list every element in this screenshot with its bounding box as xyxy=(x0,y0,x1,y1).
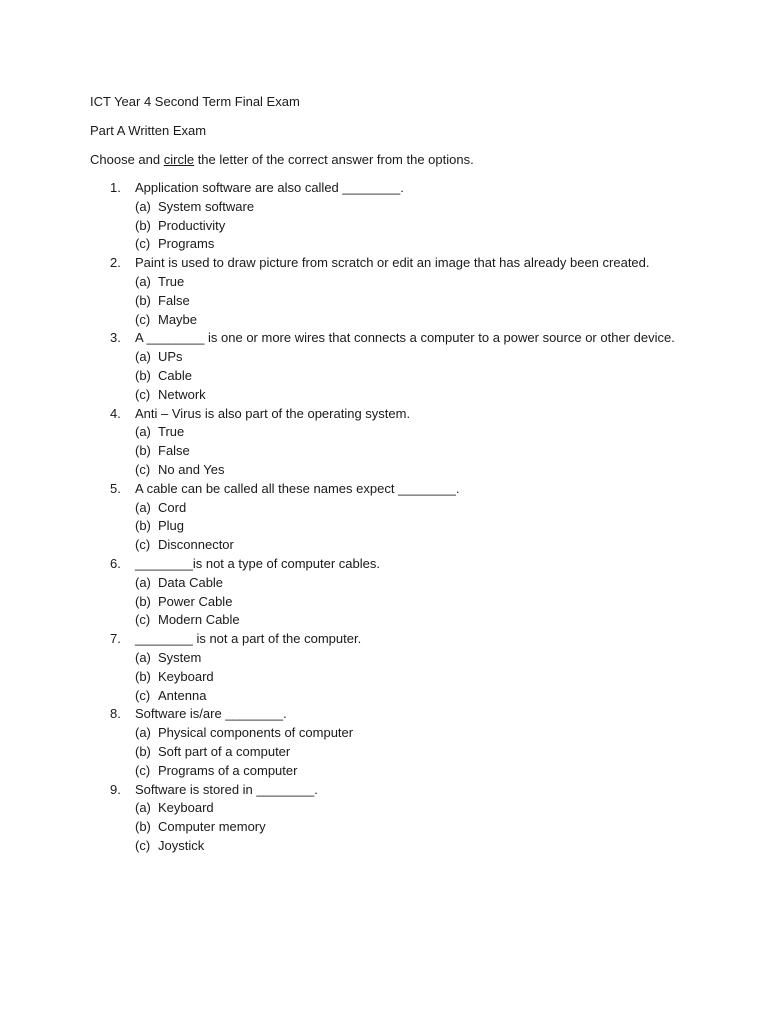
exam-title: ICT Year 4 Second Term Final Exam xyxy=(90,94,300,109)
option-letter: (a) xyxy=(135,574,151,590)
option-text: Programs xyxy=(158,236,215,252)
answer-option xyxy=(0,293,768,312)
question-item xyxy=(0,631,768,650)
option-letter: (a) xyxy=(135,349,151,365)
answer-option xyxy=(0,669,768,688)
option-text: Physical components of computer xyxy=(158,725,354,741)
option-letter: (b) xyxy=(135,743,151,759)
option-letter: (b) xyxy=(135,819,151,835)
option-text: Computer memory xyxy=(158,819,266,835)
option-text: Data Cable xyxy=(158,574,224,590)
option-text: Power Cable xyxy=(158,593,233,609)
option-text: Modern Cable xyxy=(158,612,240,628)
question-number: 9. xyxy=(110,781,121,797)
question-text: Paint is used to draw picture from scratch or edit an image that has already been created. xyxy=(135,255,650,271)
answer-option xyxy=(0,424,768,443)
option-letter: (c) xyxy=(135,612,151,628)
answer-option xyxy=(0,838,768,857)
option-letter: (a) xyxy=(135,424,151,440)
instruction-text xyxy=(90,152,474,168)
question-text: A ________ is one or more wires that connects a computer to a power source or other device. xyxy=(135,330,675,346)
answer-option xyxy=(0,236,768,255)
option-text: False xyxy=(158,292,190,308)
question-item xyxy=(0,330,768,349)
answer-option xyxy=(0,594,768,613)
option-letter: (a) xyxy=(135,649,151,665)
question-item xyxy=(0,706,768,725)
answer-option xyxy=(0,725,768,744)
option-letter: (c) xyxy=(135,837,151,853)
question-item xyxy=(0,180,768,199)
option-text: Joystick xyxy=(158,837,205,853)
option-text: Cable xyxy=(158,367,192,383)
question-number: 7. xyxy=(110,631,121,647)
answer-option xyxy=(0,537,768,556)
question-item xyxy=(0,255,768,274)
answer-option xyxy=(0,349,768,368)
answer-option xyxy=(0,274,768,293)
question-text: ________ is not a part of the computer. xyxy=(135,631,362,647)
option-letter: (c) xyxy=(135,762,151,778)
question-list xyxy=(0,180,768,857)
answer-option xyxy=(0,688,768,707)
question-number: 5. xyxy=(110,480,121,496)
instruction-before: Choose and xyxy=(90,152,164,167)
option-letter: (b) xyxy=(135,593,151,609)
part-heading: Part A Written Exam xyxy=(90,123,207,138)
option-letter: (b) xyxy=(135,292,151,308)
option-text: Keyboard xyxy=(158,800,214,816)
answer-option xyxy=(0,763,768,782)
answer-option xyxy=(0,387,768,406)
option-text: Disconnector xyxy=(158,537,234,553)
answer-option xyxy=(0,500,768,519)
question-number: 8. xyxy=(110,706,121,722)
option-text: Plug xyxy=(158,518,185,534)
question-text: Anti – Virus is also part of the operating system. xyxy=(135,405,411,421)
option-letter: (a) xyxy=(135,800,151,816)
option-letter: (c) xyxy=(135,236,151,252)
option-text: Antenna xyxy=(158,687,207,703)
question-text: Software is/are ________. xyxy=(135,706,287,722)
option-letter: (c) xyxy=(135,311,151,327)
question-number: 1. xyxy=(110,180,121,195)
question-text: ________is not a type of computer cables. xyxy=(135,555,380,571)
option-letter: (b) xyxy=(135,217,151,233)
option-text: Programs of a computer xyxy=(158,762,298,778)
question-item xyxy=(0,556,768,575)
option-text: No and Yes xyxy=(158,461,225,477)
option-text: Soft part of a computer xyxy=(158,743,291,759)
answer-option xyxy=(0,443,768,462)
answer-option xyxy=(0,518,768,537)
answer-option xyxy=(0,650,768,669)
question-text: A cable can be called all these names expect ________. xyxy=(135,480,460,496)
question-number: 4. xyxy=(110,405,121,421)
option-letter: (b) xyxy=(135,443,151,459)
option-text: System software xyxy=(158,198,255,214)
answer-option xyxy=(0,312,768,331)
answer-option xyxy=(0,575,768,594)
question-number: 3. xyxy=(110,330,121,346)
answer-option xyxy=(0,819,768,838)
question-item xyxy=(0,481,768,500)
option-letter: (b) xyxy=(135,518,151,534)
option-text: True xyxy=(158,424,185,440)
instruction-underlined: circle xyxy=(163,152,195,167)
option-text: System xyxy=(158,649,202,665)
option-text: UPs xyxy=(158,349,183,365)
option-letter: (a) xyxy=(135,725,151,741)
option-text: False xyxy=(158,443,190,459)
option-text: Cord xyxy=(158,499,187,515)
question-text: Software is stored in ________. xyxy=(135,781,318,797)
answer-option xyxy=(0,612,768,631)
option-text: Maybe xyxy=(158,311,198,327)
option-letter: (a) xyxy=(135,499,151,515)
option-letter: (c) xyxy=(135,386,151,402)
answer-option xyxy=(0,368,768,387)
answer-option xyxy=(0,199,768,218)
option-letter: (c) xyxy=(135,461,151,477)
option-text: True xyxy=(158,273,185,289)
option-text: Keyboard xyxy=(158,668,214,684)
answer-option xyxy=(0,462,768,481)
answer-option xyxy=(0,218,768,237)
option-letter: (a) xyxy=(135,273,151,289)
option-letter: (b) xyxy=(135,668,151,684)
question-item xyxy=(0,406,768,425)
question-item xyxy=(0,782,768,801)
question-number: 2. xyxy=(110,255,121,271)
answer-option xyxy=(0,744,768,763)
option-letter: (c) xyxy=(135,537,151,553)
question-number: 6. xyxy=(110,555,121,571)
option-letter: (c) xyxy=(135,687,151,703)
option-text: Network xyxy=(158,386,206,402)
question-text: Application software are also called ________. xyxy=(135,180,404,195)
option-letter: (a) xyxy=(135,198,151,214)
option-letter: (b) xyxy=(135,367,151,383)
answer-option xyxy=(0,800,768,819)
option-text: Productivity xyxy=(158,217,226,233)
instruction-after: the letter of the correct answer from the options. xyxy=(194,152,474,167)
